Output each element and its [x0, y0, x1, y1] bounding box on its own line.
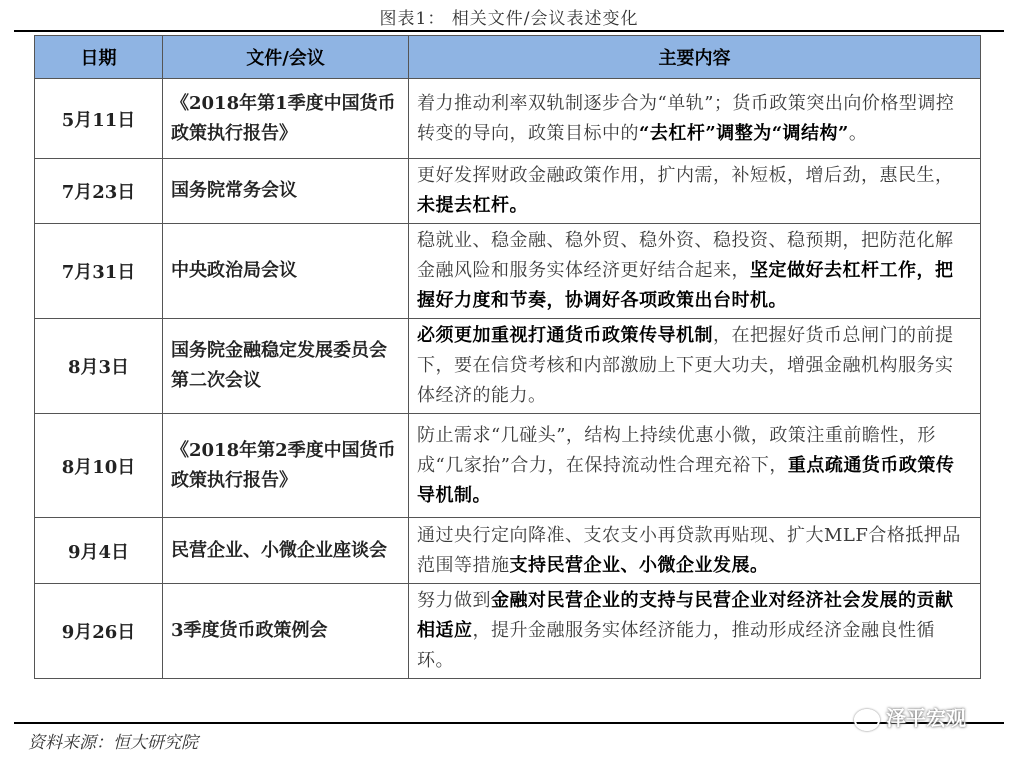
header-content: 主要内容	[409, 36, 981, 79]
table-row	[35, 414, 981, 518]
emphasis-text: 重点疏通货币政策传导机制。	[417, 454, 955, 506]
row-document: 国务院金融稳定发展委员会第二次会议	[163, 319, 409, 414]
content-text: 更好发挥财政金融政策作用，扩内需，补短板，增后劲，惠民生，	[417, 165, 954, 186]
row-date: 5月11日	[35, 79, 163, 159]
header-date: 日期	[35, 36, 163, 79]
top-rule	[14, 30, 1004, 32]
table-row	[35, 518, 981, 584]
emphasis-text: 未提去杠杆。	[417, 195, 528, 216]
row-date: 9月4日	[35, 518, 163, 584]
source-note: 资料来源：恒大研究院	[28, 733, 198, 753]
row-content	[409, 518, 981, 584]
row-document: 《2018年第2季度中国货币政策执行报告》	[163, 414, 409, 518]
content-text: 努力做到	[417, 590, 491, 611]
content-text: 。	[848, 122, 868, 144]
header-document: 文件/会议	[163, 36, 409, 79]
emphasis-text: 金融对民营企业的支持与民营企业对经济社会发展的贡献相适应	[417, 590, 954, 641]
emphasis-text: 坚定做好去杠杆工作，把握好力度和节奏，协调好各项政策出台时机。	[417, 260, 954, 311]
row-content	[409, 79, 981, 159]
emphasis-text: 必须更加重视打通货币政策传导机制	[417, 325, 713, 346]
watermark	[854, 702, 966, 731]
table-row	[35, 584, 981, 679]
table-row	[35, 319, 981, 414]
policy-table	[34, 35, 981, 679]
figure-caption: 图表1： 相关文件/会议表述变化	[379, 9, 639, 29]
row-date: 7月31日	[35, 224, 163, 319]
table-row	[35, 79, 981, 159]
row-document: 《2018年第1季度中国货币政策执行报告》	[163, 79, 409, 159]
row-content	[409, 584, 981, 679]
content-text: ，提升金融服务实体经济能力，推动形成经济金融良性循环。	[417, 620, 935, 671]
content-text: 通过央行定向降准、支农支小再贷款再贴现、扩大MLF合格抵押品范围等措施	[417, 524, 961, 576]
row-document: 中央政治局会议	[163, 224, 409, 319]
row-date: 8月3日	[35, 319, 163, 414]
row-date: 7月23日	[35, 159, 163, 224]
content-text: 稳就业、稳金融、稳外贸、稳外资、稳投资、稳预期，把防范化解金融风险和服务实体经济更好结合起来，	[417, 230, 954, 281]
emphasis-text: “去杠杆”调整为“调结构”	[639, 122, 849, 144]
row-content	[409, 319, 981, 414]
row-document: 国务院常务会议	[163, 159, 409, 224]
content-text: ，在把握好货币总闸门的前提下，要在信贷考核和内部激励上下更大功夫，增强金融机构服务实体经济的能力。	[417, 325, 954, 406]
row-date: 8月10日	[35, 414, 163, 518]
row-document: 3季度货币政策例会	[163, 584, 409, 679]
row-content	[409, 224, 981, 319]
content-text: 防止需求“几碰头”，结构上持续优惠小微，政策注重前瞻性，形成“几家抬”合力，在保持流动性合理充裕下，	[417, 424, 936, 476]
watermark-text: 泽平宏观	[886, 706, 966, 730]
row-content	[409, 414, 981, 518]
row-content	[409, 159, 981, 224]
row-document: 民营企业、小微企业座谈会	[163, 518, 409, 584]
content-text: 着力推动利率双轨制逐步合为“单轨”；货币政策突出向价格型调控转变的导向，政策目标中的	[417, 92, 955, 144]
table-row	[35, 159, 981, 224]
header-row	[35, 36, 981, 79]
emphasis-text: 支持民营企业、小微企业发展。	[509, 554, 769, 576]
wechat-icon	[854, 709, 880, 731]
row-date: 9月26日	[35, 584, 163, 679]
table-row	[35, 224, 981, 319]
